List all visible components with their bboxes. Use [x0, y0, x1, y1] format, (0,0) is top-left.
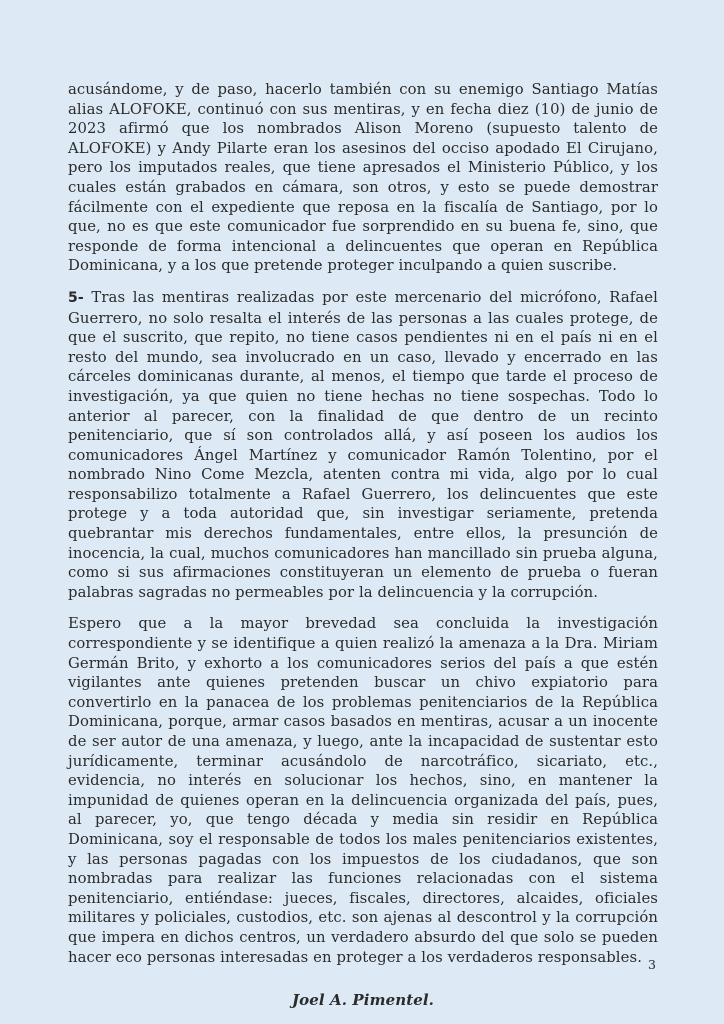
letter-body [68, 80, 658, 1011]
paragraph-1: acusándome, y de paso, hacerlo también con su enemigo Santiago Matías alias ALOFOKE, continuó con sus mentiras, y en fecha diez (10) de junio de 2023 afirmó que los nombrados Alison Moreno (supuesto talento de ALOFOKE) y Andy Pilarte eran los asesinos del occiso apodado El Cirujano, pero los imputados reales, que tiene apresados el Ministerio Público, y los cuales están grabados en cámara, son otros, y esto se puede demostrar fácilmente con el expediente que reposa en la fiscalía de Santiago, por lo que, no es que este comunicador fue sorprendido en su buena fe, sino, que responde de forma intencional a delincuentes que operan en República Dominicana, y a los que pretende proteger inculpando a quien suscribe. [68, 81, 658, 275]
paragraph-number-5: 5- [68, 289, 84, 306]
paragraph-2 [68, 288, 658, 603]
paragraph-2-text: Tras las mentiras realizadas por este mercenario del micrófono, Rafael Guerrero, no solo resalta el interés de las personas a las cuales protege, de que el suscrito, que repito, no tiene casos pendientes ni en el país ni en el resto del mundo, sea involucrado en un caso, llevado y encerrado en las cárceles dominicanas durante, al menos, el tiempo que tarde el proceso de investigación, ya que quien no tiene hechas no tiene sospechas. Todo lo anterior al parecer, con la finalidad de que dentro de un recinto penitenciario, que sí son controlados allá, y así poseen los audios los comunicadores Ángel Martínez y comunicador Ramón Tolentino, por el nombrado Nino Come Mezcla, atenten contra mi vida, algo por lo cual responsabilizo totalmente a Rafael Guerrero, los delincuentes que este protege y a toda autoridad que, sin investigar seriamente, pretenda quebrantar mis derechos fundamentales, entre ellos, la presunción de inocencia, la cual, muchos comunicadores han mancillado sin prueba alguna, como si sus afirmaciones constituyeran un elemento de prueba o fueran palabras sagradas no permeables por la delincuencia y la corrupción. [68, 288, 658, 601]
signature: Joel A. Pimentel. [291, 991, 435, 1010]
paragraph-3: Espero que a la mayor brevedad sea concluida la investigación correspondiente y se identifique a quien realizó la amenaza a la Dra. Miriam Germán Brito, y exhorto a los comunicadores serios del país a que estén vigilantes ante quienes pretenden buscar un chivo expiatorio para convertirlo en la panacea de los problemas penitenciarios de la República Dominicana, porque, armar casos basados en mentiras, acusar a un inocente de ser autor de una amenaza, y luego, ante la incapacidad de sustentar esto jurídicamente, terminar acusándolo de narcotráfico, sicariato, etc., evidencia, no interés en solucionar los hechos, sino, en mantener la impunidad de quienes operan en la delincuencia organizada del país, pues, al parecer, yo, que tengo década y media sin residir en República Dominicana, soy el responsable de todos los males penitenciarios existentes, y las personas pagadas con los impuestos de los ciudadanos, que son nombradas para realizar las funciones relacionadas con el sistema penitenciario, entiéndase: jueces, fiscales, directores, alcaides, oficiales militares y policiales, custodios, etc. son ajenas al descontrol y la corrupción que impera en dichos centros, un verdadero absurdo del que solo se pueden hacer eco personas interesadas en proteger a los verdaderos responsables. [68, 615, 658, 966]
page-number: 3 [648, 957, 656, 972]
